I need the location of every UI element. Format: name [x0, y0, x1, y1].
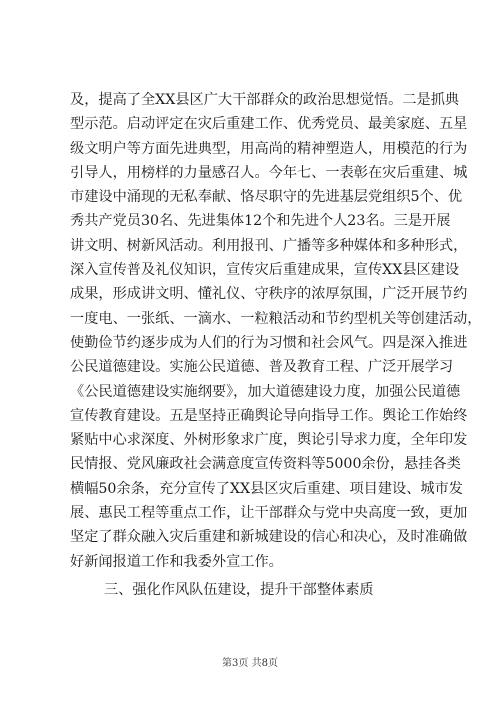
paragraph-line: 深入宣传普及礼仪知识，宣传灾后重建成果，宣传XX县区建设 — [70, 262, 460, 279]
paragraph-line: 引导人，用榜样的力量感召人。今年七、一表彰在灾后重建、城 — [70, 164, 468, 181]
paragraph-line: 市建设中涌现的无私奉献、恪尽职守的先进基层党组织5个、优 — [70, 189, 463, 206]
paragraph-line: 公民道德建设。实施公民道德、普及教育工程、广泛开展学习 — [70, 359, 454, 376]
paragraph-line: 讲文明、树新风活动。利用报刊、广播等多种媒体和多种形式， — [70, 237, 468, 254]
paragraph-line: 级文明户等方面先进典型，用高尚的精神塑造人，用模范的行为 — [70, 140, 468, 157]
paragraph-line: 横幅50余条，充分宣传了XX县区灾后重建、项目建设、城市发 — [70, 480, 463, 497]
paragraph — [70, 88, 482, 574]
paragraph-line: 坚定了群众融入灾后重建和新城建设的信心和决心，及时准确做 — [70, 529, 468, 546]
paragraph-line: 好新闻报道工作和我委外宣工作。 — [70, 553, 283, 570]
paragraph-line: 秀共产党员30名、先进集体12个和先进个人23名。三是开展 — [70, 213, 451, 230]
paragraph-line: 民情报、党风廉政社会满意度宣传资料等5000余份，悬挂各类 — [70, 456, 461, 473]
paragraph-line: 宣传教育建设。五是坚持正确舆论导向指导工作。舆论工作始终 — [70, 407, 468, 424]
paragraph-line: 一度电、一张纸、一滴水、一粒粮活动和节约型机关等创建活动， — [70, 310, 482, 327]
paragraph-line: 紧贴中心求深度、外树形象求广度，舆论引导求力度，全年印发 — [70, 432, 468, 449]
paragraph-line: 成果，形成讲文明、懂礼仪、守秩序的浓厚氛围，广泛开展节约 — [70, 286, 468, 303]
paragraph-line: 及，提高了全XX县区广大干部群众的政治思想觉悟。二是抓典 — [70, 92, 460, 108]
paragraph-line: 型示范。启动评定在灾后重建工作、优秀党员、最美家庭、五星 — [70, 116, 468, 133]
paragraph-line: 展、惠民工程等重点工作，让干部群众与党中央高度一致，更加 — [70, 505, 468, 522]
paragraph-line: 使勤俭节约逐步成为人们的行为习惯和社会风气。四是深入推进 — [70, 334, 468, 351]
paragraph-line: 《公民道德建设实施纲要》，加大道德建设力度，加强公民道德 — [70, 383, 461, 400]
section-heading: 三、强化作风队伍建设，提升干部整体素质 — [104, 582, 374, 598]
page-footer: 第3页 共8页 — [222, 658, 278, 669]
